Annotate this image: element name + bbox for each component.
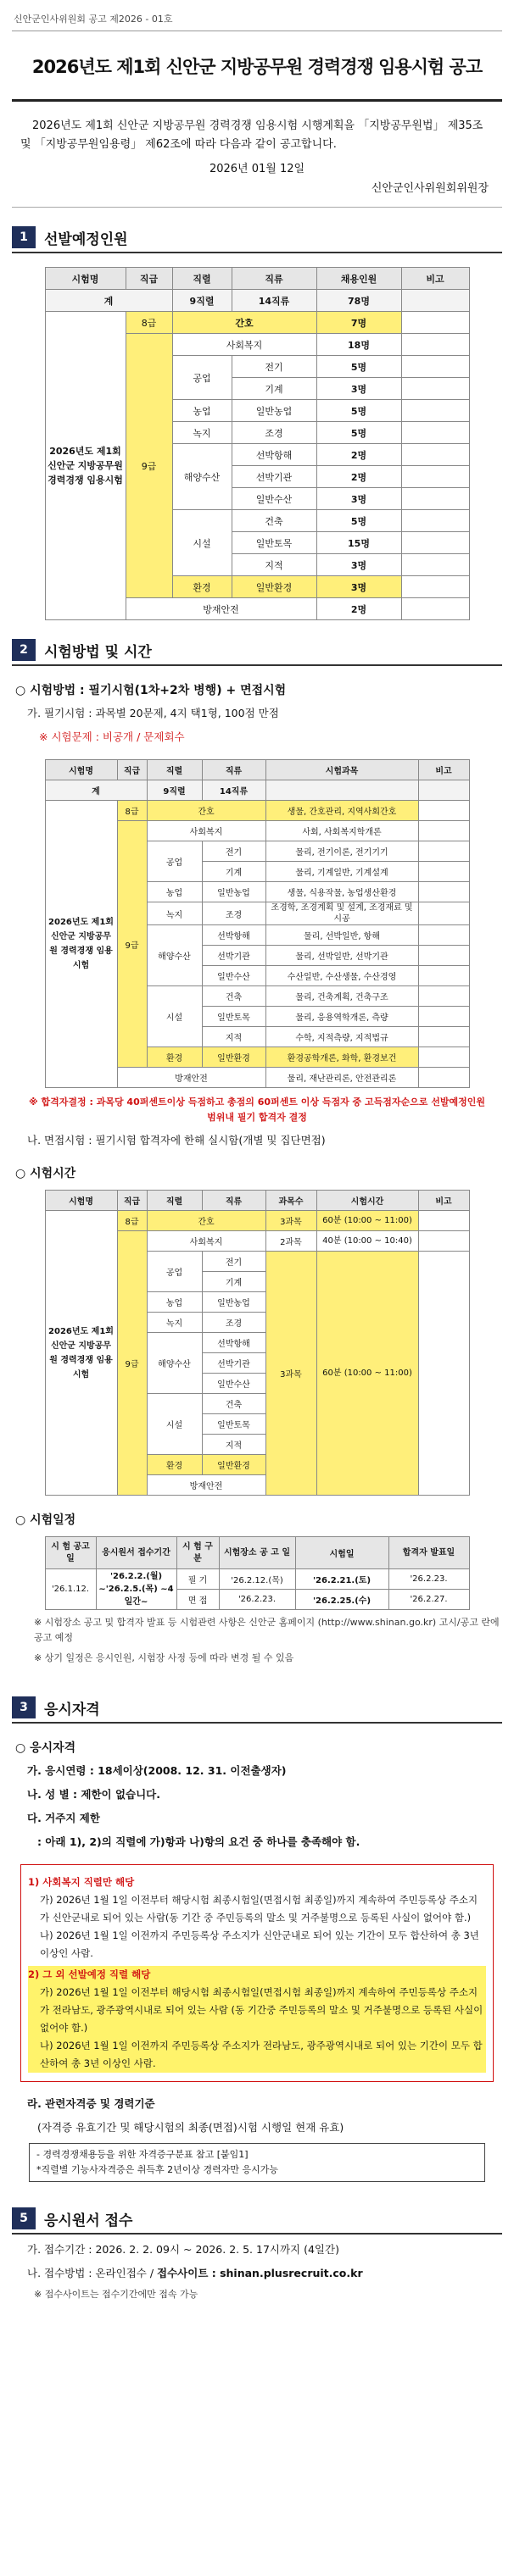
recruit-table [45, 267, 470, 620]
table-row: 공업 전기 물리, 전기이론, 전기기기 [45, 841, 469, 862]
total-row: 계 9직렬 14직류 78명 [45, 290, 469, 312]
method-title: ○ 시험방법 : 필기시험(1차+2차 병행) + 면접시험 [15, 684, 287, 697]
table-row: 일반토목 [45, 1414, 469, 1435]
intro-paragraph: 2026년도 제1회 신안군 지방공무원 경력경쟁 임용시험 시행계획을 「지방공무원법」 제35조 및 「지방공무원임용령」 제62조에 따라 다음과 같이 공고합니다. [20, 119, 483, 151]
section-number: 5 [12, 2207, 36, 2229]
table-row: 지적 3명 [45, 554, 469, 576]
table-row: 2026년도 제1회 신안군 지방공무원 경력경쟁 임용시험 8급 간호 7명 [45, 312, 469, 334]
license-box-line-2: *직렬별 기능사자격증은 취득후 2년이상 경력자만 응시가능 [36, 2164, 279, 2175]
gender-requirement: 나. 성 별 : 제한이 없습니다. [27, 1788, 161, 1801]
section-title: 선발예정인원 [44, 230, 128, 248]
schedule-note-2: ※ 상기 일정은 응시인원, 시험장 사정 등에 따라 변경 될 수 있음 [34, 1652, 294, 1663]
table-row: 기계 3명 [45, 378, 469, 400]
residence-box [20, 1864, 494, 2082]
apply-site-link[interactable]: 접수사이트 : shinan.plusrecruit.co.kr [157, 2267, 363, 2279]
table-row: 해양수산 선박항해 [45, 1333, 469, 1353]
qualification-title: ○ 응시자격 [15, 1741, 76, 1755]
box2-item-a: 가) 2026년 1월 1일 이전부터 해당시험 최종시험일(면접시험 최종일)까지 계속하여 주민등록상 주소지가 전라남도, 광주광역시내로 되어 있는 사람 (동 기간중 주민등록의 말소 및 거주불명으로 등록된 사실이 없어야 함.) [40, 1986, 483, 2034]
table-row: 9급 사회복지 사회, 사회복지학개론 [45, 821, 469, 841]
table-row: 해양수산 선박항해 2명 [45, 444, 469, 466]
table-row: 지적 수학, 지적측량, 지적법규 [45, 1027, 469, 1047]
license-box-line-1: - 경력경쟁채용등을 위한 자격증구분표 참고 [붙임1] [36, 2149, 249, 2160]
apply-method-label: 나. 접수방법 : 온라인접수 / [27, 2267, 158, 2279]
page-title: 2026년도 제1회 신안군 지방공무원 경력경쟁 임용시험 공고 [12, 31, 502, 102]
table-row: 녹지 조경 5명 [45, 422, 469, 444]
table-row: 지적 [45, 1435, 469, 1455]
box2-item-b: 나) 2026년 1월 1일 이전까지 주민등록상 주소지가 전라남도, 광주광역시내로 되어 있는 기간이 모두 합산하여 총 3년 이상인 사람. [40, 2040, 483, 2069]
section-title: 응시자격 [44, 1701, 100, 1718]
table-row: 9급 사회복지 18명 [45, 334, 469, 356]
table-row: 면 접 '26.2.23. '26.2.25.(수) '26.2.27. [45, 1590, 469, 1610]
written-exam: 가. 필기시험 : 과목별 20문제, 4지 택1형, 100점 만점 [27, 707, 279, 719]
table-row: 농업 일반농업 5명 [45, 400, 469, 422]
schedule-note-1: ※ 시험장소 공고 및 합격자 발표 등 시험관련 사항은 신안군 홈페이지 (http://www.shinan.go.kr) 고시/공고 란에 공고 예정 [34, 1617, 500, 1643]
table-row: 선박기관 [45, 1353, 469, 1374]
table-row: 선박기관 2명 [45, 466, 469, 488]
table-row: 시설 건축 5명 [45, 510, 469, 532]
table-row: 시설 건축 물리, 건축계획, 건축구조 [45, 986, 469, 1007]
table-header-row: 시 험 공고일 응시원서 접수기간 시 험 구 분 시험장소 공 고 일 시험일 합격자 발표일 [45, 1537, 469, 1569]
table-row: 농업 일반농업 생물, 식용작물, 농업생산환경 [45, 882, 469, 902]
table-row: 방재안전 [45, 1475, 469, 1496]
table-row: 녹지 조경 [45, 1313, 469, 1333]
license-title: 라. 관련자격증 및 경력기준 [27, 2097, 155, 2110]
table-header-row: 시험명 직급 직렬 직류 채용인원 비고 [45, 268, 469, 290]
table-row: 시설 건축 [45, 1394, 469, 1414]
table-row: 2026년도 제1회 신안군 지방공무원 경력경쟁 임용시험 8급 간호 3과목 60분 (10:00 ~ 11:00) [45, 1211, 469, 1231]
table-row: 일반수산 수산일반, 수산생물, 수산경영 [45, 966, 469, 986]
box1-item-b: 나) 2026년 1월 1일 이전까지 주민등록상 주소지가 신안군내로 되어 있는 기간이 모두 합산하여 총 3년 이상인 사람. [40, 1929, 479, 1959]
section-number: 2 [12, 639, 36, 661]
table-row: 9급 사회복지 2과목 40분 (10:00 ~ 10:40) [45, 1231, 469, 1252]
section-number: 3 [12, 1696, 36, 1718]
total-row: 계 9직렬 14직류 [45, 780, 469, 801]
section-number: 1 [12, 226, 36, 248]
table-row: 일반수산 [45, 1374, 469, 1394]
schedule-title: ○ 시험일정 [15, 1513, 76, 1527]
subjects-table [45, 759, 470, 1088]
section-title: 시험방법 및 시간 [44, 643, 152, 661]
license-box [29, 2143, 485, 2182]
interview-exam: 나. 면접시험 : 필기시험 합격자에 한해 실시함(개별 및 집단면접) [27, 1134, 326, 1146]
pass-criteria-note: ※ 합격자결정 : 과목당 40퍼센트이상 득점하고 총점의 60퍼센트 이상 득점자 중 고득점자순으로 선발예정인원 범위내 필기 합격자 결정 [29, 1096, 485, 1123]
table-row: 일반토목 물리, 응용역학개론, 측량 [45, 1007, 469, 1027]
table-row: 방재안전 2명 [45, 598, 469, 620]
table-row: 환경 일반환경 3명 [45, 576, 469, 598]
table-row: 2026년도 제1회 신안군 지방공무원 경력경쟁 임용시험 8급 간호 생물, 간호관리, 지역사회간호 [45, 801, 469, 821]
table-row: '26.1.12. '26.2.2.(월) ~'26.2.5.(목) ~4일간~ 필 기 '26.2.12.(목) '26.2.21.(토) '26.2.23. [45, 1569, 469, 1590]
table-row: 해양수산 선박항해 물리, 선박일반, 항해 [45, 925, 469, 946]
table-header-row: 시험명 직급 직렬 직류 시험과목 비고 [45, 760, 469, 780]
exam-time-title: ○ 시험시간 [15, 1167, 76, 1180]
box2-highlight [28, 1966, 486, 2073]
table-row: 선박기관 물리, 선박일반, 선박기관 [45, 946, 469, 966]
residence-requirement: 다. 거주지 제한 [27, 1812, 100, 1824]
license-detail: (자격증 유효기간 및 해당시험의 최종(면접)시험 시행일 현재 유효) [37, 2121, 344, 2134]
notice-number: 신안군인사위원회 공고 제2026 - 01호 [12, 0, 502, 31]
table-row: 환경 일반환경 환경공학개론, 화학, 환경보건 [45, 1047, 469, 1068]
signer: 신안군인사위원회위원장 [12, 179, 502, 208]
table-row: 공업 전기 3과목 60분 (10:00 ~ 11:00) [45, 1252, 469, 1272]
table-row: 녹지 조경 조경학, 조경계획 및 설계, 조경재료 및 시공 [45, 902, 469, 925]
table-row: 기계 물리, 기계일반, 기계설계 [45, 862, 469, 882]
box1-title: 1) 사회복지 직렬만 해당 [28, 1876, 135, 1888]
age-requirement: 가. 응시연령 : 18세이상(2008. 12. 31. 이전출생자) [27, 1764, 287, 1777]
apply-period: 가. 접수기간 : 2026. 2. 2. 09시 ~ 2026. 2. 5. 17시까지 (4일간) [27, 2243, 339, 2256]
section-2-header [12, 639, 502, 666]
section-5-header [12, 2207, 502, 2235]
section-title: 응시원서 접수 [44, 2212, 133, 2229]
exam-time-table [45, 1190, 470, 1496]
table-row: 공업 전기 5명 [45, 356, 469, 378]
table-row: 기계 [45, 1272, 469, 1292]
schedule-table [45, 1536, 470, 1610]
section-3-header [12, 1696, 502, 1724]
table-row: 농업 일반농업 [45, 1292, 469, 1313]
box2-title: 2) 그 외 선발예정 직렬 해당 [28, 1968, 151, 1980]
table-row: 일반토목 15명 [45, 532, 469, 554]
residence-detail: : 아래 1), 2)의 직렬에 가)항과 나)항의 요건 중 하나를 충족해야 함. [37, 1835, 360, 1848]
table-row: 환경 일반환경 [45, 1455, 469, 1475]
table-header-row: 시험명 직급 직렬 직류 과목수 시험시간 비고 [45, 1191, 469, 1211]
table-row: 방재안전 물리, 재난관리론, 안전관리론 [45, 1068, 469, 1088]
box1-item-a: 가) 2026년 1월 1일 이전부터 해당시험 최종시험일(면접시험 최종일)까지 계속하여 주민등록상 주소지가 신안군내로 되어 있는 사람(동 기간 중 주민등록의 말소 및 거주불명으로 등록된 사실이 없어야 함.) [40, 1894, 478, 1924]
apply-site-note: ※ 접수사이트는 접수기간에만 접속 가능 [34, 2289, 198, 2300]
subject-note: ※ 시험문제 : 비공개 / 문제회수 [39, 730, 185, 743]
section-1-header [12, 226, 502, 253]
table-row: 일반수산 3명 [45, 488, 469, 510]
notice-date: 2026년 01월 12일 [209, 163, 305, 175]
apply-method [27, 2265, 502, 2282]
